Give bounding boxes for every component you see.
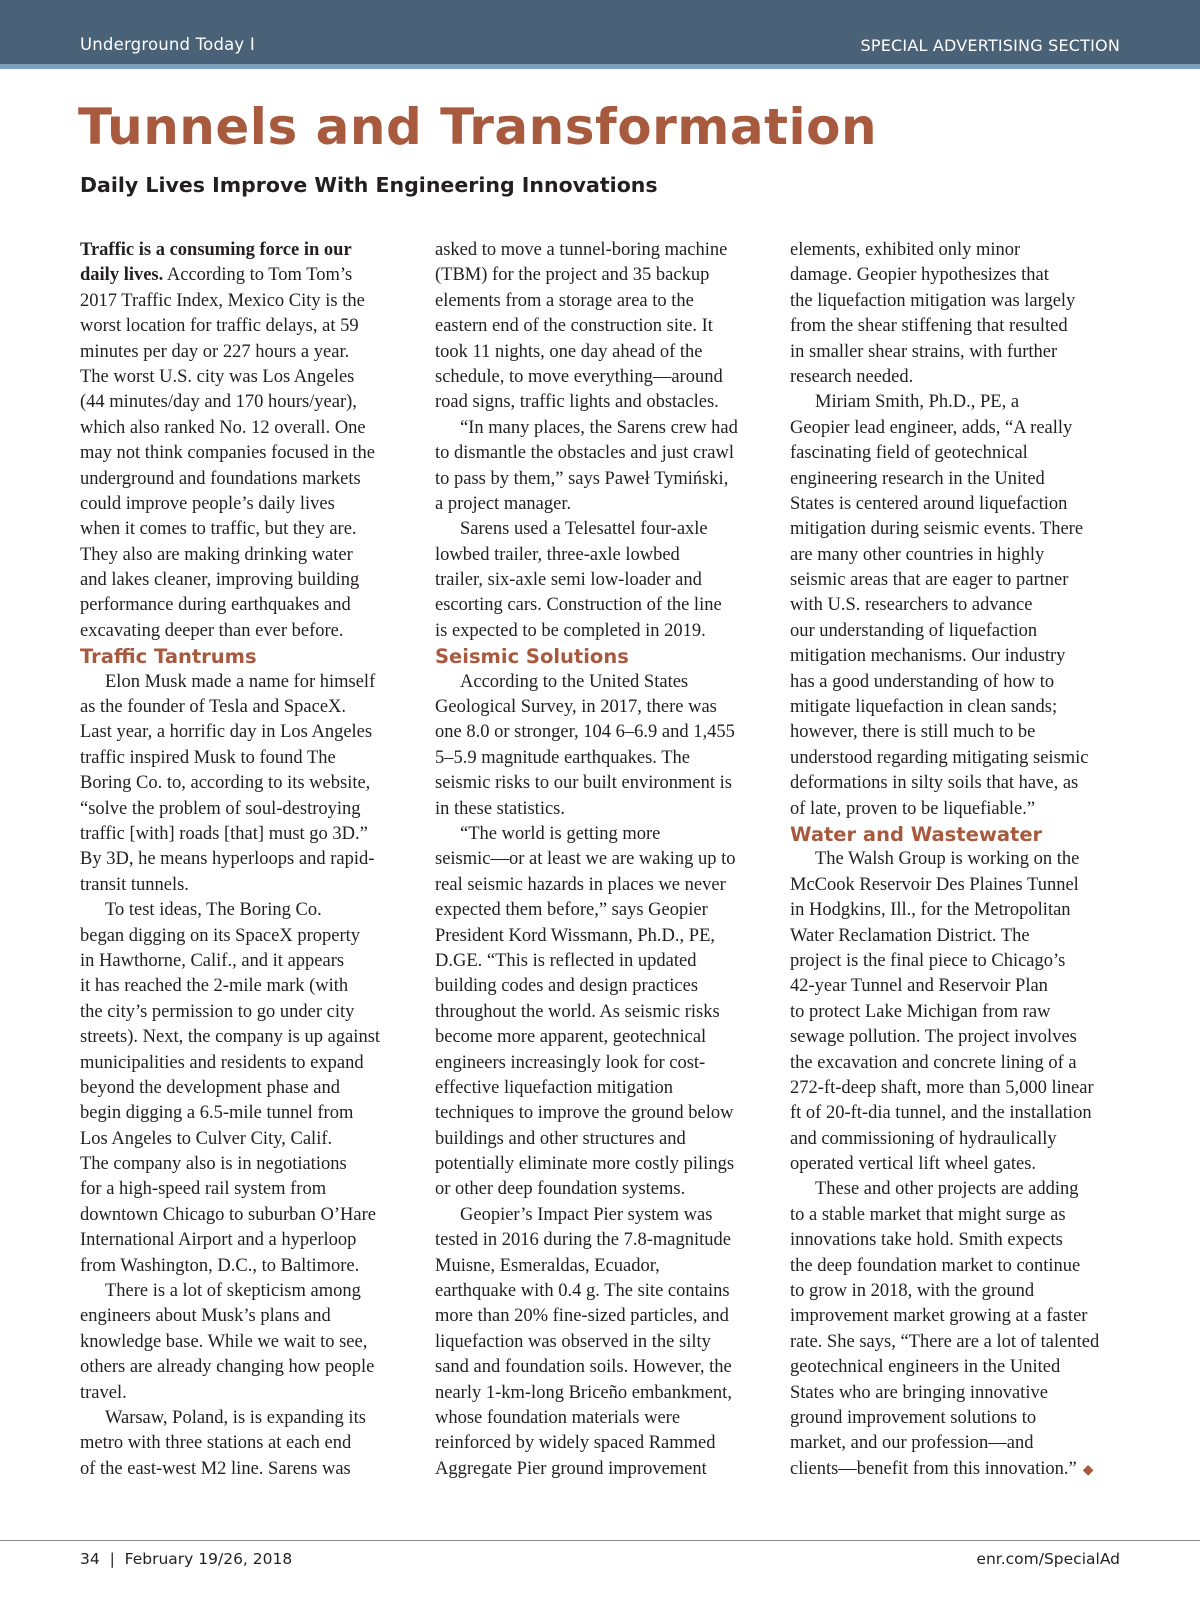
footer-url: enr.com/SpecialAd bbox=[976, 1550, 1120, 1568]
text-line: in these statistics. bbox=[435, 798, 565, 819]
text-line: tested in 2016 during the 7.8-magnitude bbox=[435, 1230, 731, 1251]
paragraph bbox=[435, 238, 763, 416]
text-line: Last year, a horrific day in Los Angeles bbox=[80, 722, 373, 743]
advertising-label: SPECIAL ADVERTISING SECTION bbox=[860, 36, 1120, 55]
text-line: 42-year Tunnel and Reservoir Plan bbox=[790, 976, 1048, 997]
end-mark-diamond-icon: ◆ bbox=[1082, 1462, 1094, 1478]
text-line: nearly 1-km-long Briceño embankment, bbox=[435, 1382, 732, 1403]
text-line: Elon Musk made a name for himself bbox=[105, 671, 376, 692]
text-line: has a good understanding of how to bbox=[790, 671, 1055, 692]
text-line: effective liquefaction mitigation bbox=[435, 1077, 674, 1098]
paragraph bbox=[435, 416, 763, 518]
page-number-and-date: 34 | February 19/26, 2018 bbox=[80, 1550, 293, 1568]
text-line: to pass by them,” says Paweł Tymiński, bbox=[435, 468, 729, 489]
text-line: project is the final piece to Chicago’s bbox=[790, 950, 1066, 971]
text-line: Aggregate Pier ground improvement bbox=[435, 1458, 707, 1479]
paragraph bbox=[435, 1203, 763, 1482]
article-column-3 bbox=[790, 238, 1118, 1482]
text-line: excavating deeper than ever before. bbox=[80, 620, 344, 641]
text-line: metro with three stations at each end bbox=[80, 1433, 352, 1454]
text-line: seismic—or at least we are waking up to bbox=[435, 849, 736, 870]
text-line: research needed. bbox=[790, 366, 914, 387]
text-line: throughout the world. As seismic risks bbox=[435, 1001, 720, 1022]
text-line: began digging on its SpaceX property bbox=[80, 925, 361, 946]
text-line: when it comes to traffic, but they are. bbox=[80, 519, 357, 540]
paragraph bbox=[435, 517, 763, 644]
text-line: for a high-speed rail system from bbox=[80, 1179, 327, 1200]
text-line: Muisne, Esmeraldas, Ecuador, bbox=[435, 1255, 660, 1276]
text-line: They also are making drinking water bbox=[80, 544, 353, 565]
paragraph bbox=[435, 822, 763, 1203]
text-line: Los Angeles to Culver City, Calif. bbox=[80, 1128, 333, 1149]
article-subtitle: Daily Lives Improve With Engineering Innovations bbox=[80, 173, 658, 197]
text-line: To test ideas, The Boring Co. bbox=[105, 900, 322, 921]
text-line: took 11 nights, one day ahead of the bbox=[435, 341, 703, 362]
text-line: engineers increasingly look for cost- bbox=[435, 1052, 706, 1073]
paragraph bbox=[80, 898, 408, 1279]
text-line: as the founder of Tesla and SpaceX. bbox=[80, 697, 347, 718]
text-line: These and other projects are adding bbox=[815, 1179, 1079, 1200]
section-heading-traffic-tantrums: Traffic Tantrums bbox=[80, 645, 257, 669]
section-heading-water-and-wastewater: Water and Wastewater bbox=[790, 822, 1043, 846]
text-line: Sarens used a Telesattel four-axle bbox=[460, 519, 708, 540]
text-line: eastern end of the construction site. It bbox=[435, 316, 713, 337]
text-line: the city’s permission to go under city bbox=[80, 1001, 355, 1022]
text-line: 5–5.9 magnitude earthquakes. The bbox=[435, 747, 690, 768]
text-line: damage. Geopier hypothesizes that bbox=[790, 265, 1049, 286]
header-stripe bbox=[0, 64, 1200, 69]
text-line: it has reached the 2-mile mark (with bbox=[80, 976, 349, 997]
text-line: engineering research in the United bbox=[790, 468, 1045, 489]
text-line: States is centered around liquefaction bbox=[790, 493, 1068, 514]
text-line: may not think companies focused in the bbox=[80, 443, 375, 464]
text-line: Miriam Smith, Ph.D., PE, a bbox=[815, 392, 1020, 413]
text-line: engineers about Musk’s plans and bbox=[80, 1306, 331, 1327]
paragraph bbox=[790, 390, 1118, 822]
text-line: the liquefaction mitigation was largely bbox=[790, 290, 1076, 311]
text-line: Warsaw, Poland, is is expanding its bbox=[105, 1407, 366, 1428]
text-line: begin digging a 6.5-mile tunnel from bbox=[80, 1103, 354, 1124]
text-line: municipalities and residents to expand bbox=[80, 1052, 364, 1073]
text-line: “The world is getting more bbox=[460, 823, 661, 844]
text-line: lowbed trailer, three-axle lowbed bbox=[435, 544, 680, 565]
text-line: The worst U.S. city was Los Angeles bbox=[80, 366, 355, 387]
text-line: States who are bringing innovative bbox=[790, 1382, 1048, 1403]
text-line: in smaller shear strains, with further bbox=[790, 341, 1058, 362]
text-line: to grow in 2018, with the ground bbox=[790, 1281, 1035, 1302]
text-line: techniques to improve the ground below bbox=[435, 1103, 734, 1124]
text-line bbox=[80, 263, 408, 288]
paragraph bbox=[790, 1177, 1118, 1482]
text-line: to protect Lake Michigan from raw bbox=[790, 1001, 1051, 1022]
text-line: mitigation during seismic events. There bbox=[790, 519, 1084, 540]
text-run: clients—benefit from this innovation.” bbox=[790, 1458, 1077, 1479]
text-line: reinforced by widely spaced Rammed bbox=[435, 1433, 716, 1454]
text-line: one 8.0 or stronger, 104 6–6.9 and 1,455 bbox=[435, 722, 735, 743]
paragraph bbox=[435, 670, 763, 822]
text-line: performance during earthquakes and bbox=[80, 595, 351, 616]
text-line: to a stable market that might surge as bbox=[790, 1204, 1066, 1225]
text-line: 272-ft-deep shaft, more than 5,000 linear bbox=[790, 1077, 1094, 1098]
paragraph bbox=[80, 1279, 408, 1406]
text-line: (44 minutes/day and 170 hours/year), bbox=[80, 392, 357, 413]
text-line: sand and foundation soils. However, the bbox=[435, 1357, 732, 1378]
text-line: rate. She says, “There are a lot of talented bbox=[790, 1331, 1100, 1352]
text-line: road signs, traffic lights and obstacles. bbox=[435, 392, 719, 413]
text-line: are many other countries in highly bbox=[790, 544, 1045, 565]
text-line: in Hodgkins, Ill., for the Metropolitan bbox=[790, 900, 1071, 921]
text-line: more than 20% fine-sized particles, and bbox=[435, 1306, 729, 1327]
text-line: the excavation and concrete lining of a bbox=[790, 1052, 1077, 1073]
text-run: According to Tom Tom’s bbox=[163, 265, 353, 286]
text-line: downtown Chicago to suburban O’Hare bbox=[80, 1204, 376, 1225]
text-line: Geopier lead engineer, adds, “A really bbox=[790, 417, 1073, 438]
text-line: geotechnical engineers in the United bbox=[790, 1357, 1061, 1378]
article-title: Tunnels and Transformation bbox=[78, 98, 878, 156]
text-line: improvement market growing at a faster bbox=[790, 1306, 1088, 1327]
text-line: ft of 20-ft-dia tunnel, and the installation bbox=[790, 1103, 1092, 1124]
text-line: worst location for traffic delays, at 59 bbox=[80, 316, 359, 337]
lead-in: daily lives. bbox=[80, 265, 164, 286]
text-line: earthquake with 0.4 g. The site contains bbox=[435, 1281, 730, 1302]
article-column-1 bbox=[80, 238, 408, 1482]
text-line: is expected to be completed in 2019. bbox=[435, 620, 706, 641]
paragraph-intro bbox=[80, 238, 408, 644]
text-line: with U.S. researchers to advance bbox=[790, 595, 1033, 616]
text-line: however, there is still much to be bbox=[790, 722, 1036, 743]
text-line: President Kord Wissmann, Ph.D., PE, bbox=[435, 925, 716, 946]
text-line: sewage pollution. The project involves bbox=[790, 1027, 1077, 1048]
text-line: from the shear stiffening that resulted bbox=[790, 316, 1068, 337]
text-line: or other deep foundation systems. bbox=[435, 1179, 686, 1200]
text-line: building codes and design practices bbox=[435, 976, 699, 997]
text-line: Traffic is a consuming force in our bbox=[80, 240, 352, 260]
text-line: transit tunnels. bbox=[80, 874, 189, 895]
text-line: market, and our profession—and bbox=[790, 1433, 1034, 1454]
text-line: mitigate liquefaction in clean sands; bbox=[790, 697, 1058, 718]
text-line: traffic inspired Musk to found The bbox=[80, 747, 336, 768]
text-line: knowledge base. While we wait to see, bbox=[80, 1331, 368, 1352]
text-line: underground and foundations markets bbox=[80, 468, 361, 489]
text-line: elements from a storage area to the bbox=[435, 290, 694, 311]
text-line: minutes per day or 227 hours a year. bbox=[80, 341, 350, 362]
text-line: and lakes cleaner, improving building bbox=[80, 570, 360, 591]
text-line: potentially eliminate more costly pilings bbox=[435, 1154, 735, 1175]
section-label: Underground Today I bbox=[80, 35, 255, 54]
text-line: travel. bbox=[80, 1382, 127, 1403]
text-line: which also ranked No. 12 overall. One bbox=[80, 417, 366, 438]
text-line: real seismic hazards in places we never bbox=[435, 874, 726, 895]
text-line: become more apparent, geotechnical bbox=[435, 1027, 707, 1048]
text-line: could improve people’s daily lives bbox=[80, 493, 335, 514]
section-heading-seismic-solutions: Seismic Solutions bbox=[435, 645, 629, 669]
text-line: beyond the development phase and bbox=[80, 1077, 340, 1098]
text-line: By 3D, he means hyperloops and rapid- bbox=[80, 849, 375, 870]
paragraph bbox=[80, 1406, 408, 1482]
paragraph bbox=[790, 847, 1118, 1177]
text-line: operated vertical lift wheel gates. bbox=[790, 1154, 1037, 1175]
paragraph bbox=[790, 238, 1118, 390]
text-line: seismic risks to our built environment is bbox=[435, 773, 733, 794]
text-line: ground improvement solutions to bbox=[790, 1407, 1037, 1428]
text-line: expected them before,” says Geopier bbox=[435, 900, 708, 921]
text-line: streets). Next, the company is up against bbox=[80, 1027, 381, 1048]
text-line: whose foundation materials were bbox=[435, 1407, 681, 1428]
text-line: from Washington, D.C., to Baltimore. bbox=[80, 1255, 360, 1276]
article-column-2 bbox=[435, 238, 763, 1482]
text-line: liquefaction was observed in the silty bbox=[435, 1331, 711, 1352]
text-line: deformations in silty soils that have, as bbox=[790, 773, 1079, 794]
text-line: “In many places, the Sarens crew had bbox=[460, 417, 738, 438]
text-line: D.GE. “This is reflected in updated bbox=[435, 950, 697, 971]
text-line: the deep foundation market to continue bbox=[790, 1255, 1081, 1276]
text-line: a project manager. bbox=[435, 493, 572, 514]
text-line: Water Reclamation District. The bbox=[790, 925, 1030, 946]
text-line: The company also is in negotiations bbox=[80, 1154, 347, 1175]
text-line: Geopier’s Impact Pier system was bbox=[460, 1204, 713, 1225]
text-line: mitigation mechanisms. Our industry bbox=[790, 646, 1066, 667]
text-line: buildings and other structures and bbox=[435, 1128, 686, 1149]
text-line: and commissioning of hydraulically bbox=[790, 1128, 1057, 1149]
text-line: of late, proven to be liquefiable.” bbox=[790, 798, 1036, 819]
text-line: “solve the problem of soul-destroying bbox=[80, 798, 361, 819]
text-line: to dismantle the obstacles and just crawl bbox=[435, 443, 735, 464]
text-line: There is a lot of skepticism among bbox=[105, 1281, 361, 1302]
text-line bbox=[790, 1457, 1118, 1482]
text-line: Boring Co. to, according to its website, bbox=[80, 773, 371, 794]
paragraph bbox=[80, 670, 408, 899]
text-line: fascinating field of geotechnical bbox=[790, 443, 1028, 464]
text-line: understood regarding mitigating seismic bbox=[790, 747, 1089, 768]
text-line: (TBM) for the project and 35 backup bbox=[435, 265, 710, 286]
text-line: in Hawthorne, Calif., and it appears bbox=[80, 950, 345, 971]
text-line: traffic [with] roads [that] must go 3D.” bbox=[80, 823, 368, 844]
text-line: trailer, six-axle semi low-loader and bbox=[435, 570, 702, 591]
text-line: elements, exhibited only minor bbox=[790, 240, 1021, 260]
text-line: McCook Reservoir Des Plaines Tunnel bbox=[790, 874, 1079, 895]
text-line: 2017 Traffic Index, Mexico City is the bbox=[80, 290, 365, 311]
text-line: others are already changing how people bbox=[80, 1357, 375, 1378]
text-line: our understanding of liquefaction bbox=[790, 620, 1038, 641]
text-line: asked to move a tunnel-boring machine bbox=[435, 240, 728, 260]
text-line: of the east-west M2 line. Sarens was bbox=[80, 1458, 351, 1479]
text-line: Geological Survey, in 2017, there was bbox=[435, 697, 717, 718]
text-line: innovations take hold. Smith expects bbox=[790, 1230, 1063, 1251]
text-line: seismic areas that are eager to partner bbox=[790, 570, 1069, 591]
text-line: schedule, to move everything—around bbox=[435, 366, 723, 387]
text-line: International Airport and a hyperloop bbox=[80, 1230, 357, 1251]
text-line: According to the United States bbox=[460, 671, 689, 692]
text-line: The Walsh Group is working on the bbox=[815, 849, 1080, 870]
footer-rule bbox=[0, 1540, 1200, 1541]
text-line: escorting cars. Construction of the line bbox=[435, 595, 722, 616]
